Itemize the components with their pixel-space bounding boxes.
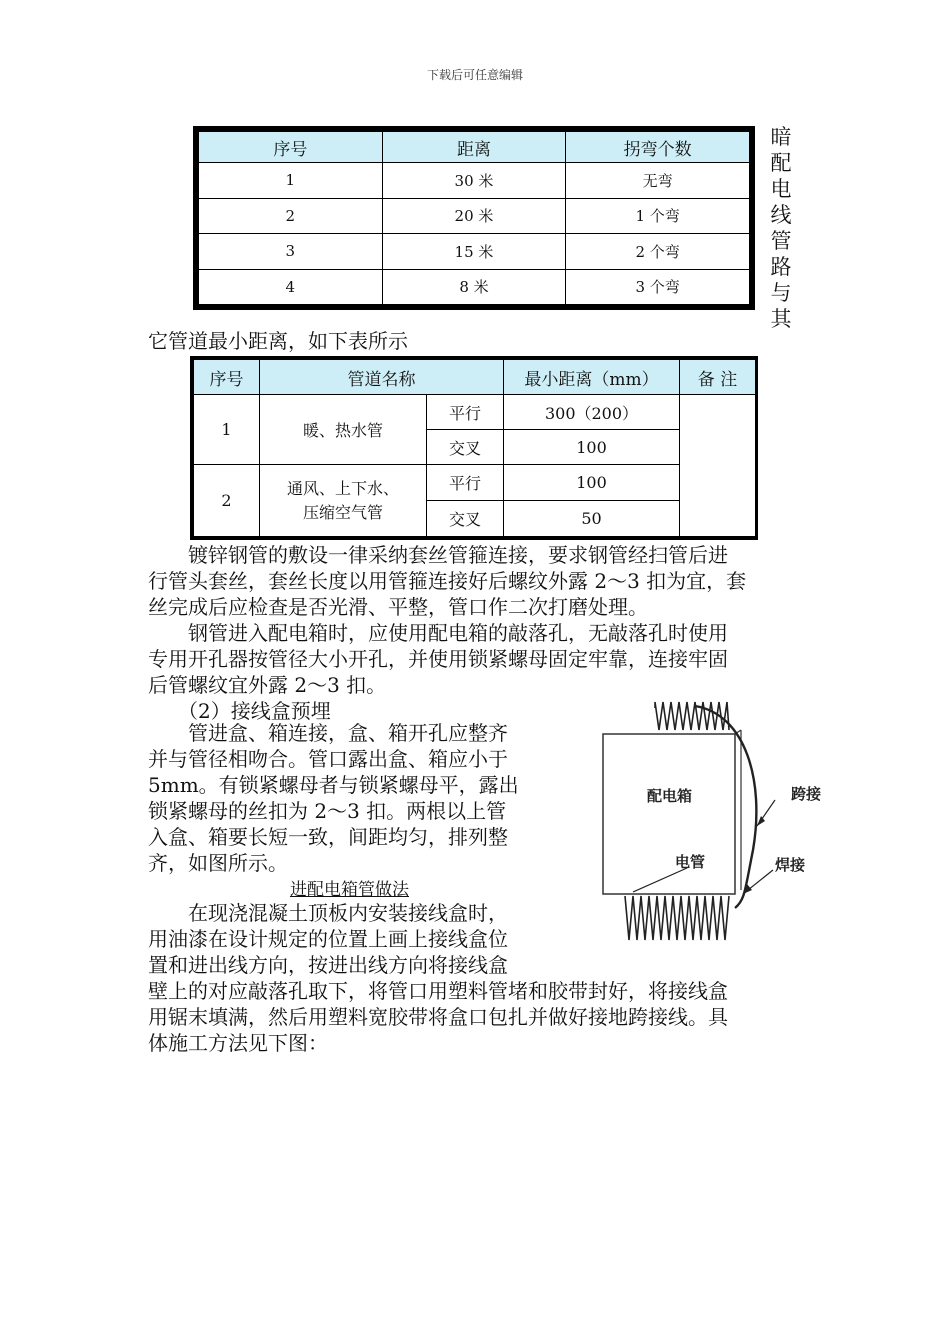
label-conduit: 电管 [675, 853, 706, 871]
remarks-cell [680, 395, 756, 537]
table2-header: 备 注 [680, 360, 756, 395]
table1-header: 序号 [199, 132, 383, 163]
table-cell: 1 [194, 395, 260, 465]
text-line: 管进盒、箱连接，盒、箱开孔应整齐 [148, 721, 508, 745]
text-line: 体施工方法见下图： [148, 1031, 328, 1055]
table-cell: 1 [199, 163, 383, 199]
label-jumper: 跨接 [791, 785, 822, 803]
text-line: 锁紧螺母的丝扣为 2～3 扣。两根以上管 [148, 799, 507, 823]
table-row [199, 234, 750, 270]
text-line: 专用开孔器按管径大小开孔，并使用锁紧螺母固定牢靠，连接牢固 [148, 647, 728, 671]
figure-caption: 进配电箱管做法 [290, 880, 409, 900]
table-cell: 2 [199, 198, 383, 234]
table2-header: 序号 [194, 360, 260, 395]
table-row [199, 198, 750, 234]
table-cell: 交叉 [427, 430, 504, 465]
text-line: 在现浇混凝土顶板内安装接线盒时， [148, 901, 508, 925]
table-cell: 8 米 [382, 269, 566, 305]
text-line: 用锯末填满，然后用塑料宽胶带将盒口包扎并做好接地跨接线。具 [148, 1005, 728, 1029]
text-line: 镀锌钢管的敷设一律采纳套丝管箍连接，要求钢管经扫管后进 [148, 543, 728, 567]
table-row [194, 395, 756, 430]
distribution-box [603, 734, 735, 894]
distribution-box-diagram [595, 700, 835, 950]
table-cell: 50 [504, 501, 680, 537]
pipe-name-line: 通风、上下水、 [286, 478, 399, 498]
conduit-bend-table [193, 126, 755, 310]
pipe-name-line: 压缩空气管 [302, 502, 383, 522]
table-cell: 4 [199, 269, 383, 305]
label-distribution-box: 配电箱 [647, 787, 693, 805]
table-cell: 100 [504, 430, 680, 465]
table-cell: 1 个弯 [566, 198, 750, 234]
table2-header: 最小距离（mm） [504, 360, 680, 395]
table-cell: 2 个弯 [566, 234, 750, 270]
text-line: 并与管径相吻合。管口露出盒、箱应小于 [148, 747, 508, 771]
text-line: 齐，如图所示。 [148, 851, 288, 875]
header-note: 下载后可任意编辑 [426, 68, 523, 82]
table-cell: 暖、热水管 [260, 395, 427, 465]
table-cell: 2 [194, 465, 260, 537]
text-line: 入盒、箱要长短一致，间距均匀，排列整 [148, 825, 508, 849]
table-cell: 平行 [427, 395, 504, 430]
table1-header: 拐弯个数 [566, 132, 750, 163]
text-line: 钢管进入配电箱时，应使用配电箱的敲落孔，无敲落孔时使用 [148, 621, 728, 645]
text-line: 后管螺纹宜外露 2～3 扣。 [148, 673, 387, 697]
table-cell: 平行 [427, 465, 504, 501]
table-cell: 100 [504, 465, 680, 501]
text-line: 壁上的对应敲落孔取下，将管口用塑料管堵和胶带封好，将接线盒 [148, 979, 728, 1003]
table-cell: 20 米 [382, 198, 566, 234]
text-line: 行管头套丝，套丝长度以用管箍连接好后螺纹外露 2～3 扣为宜，套 [148, 569, 747, 593]
table2-header: 管道名称 [260, 360, 504, 395]
text-line: 丝完成后应检查是否光滑、平整，管口作二次打磨处理。 [148, 595, 648, 619]
table-cell: 15 米 [382, 234, 566, 270]
table-cell: 交叉 [427, 501, 504, 537]
intro-line: 它管道最小距离，如下表所示 [148, 329, 408, 353]
table-cell: 300（200） [504, 395, 680, 430]
vertical-side-text: 暗配电线管路与其 [770, 125, 792, 331]
section-heading: （2）接线盒预埋 [148, 699, 331, 723]
table-cell: 3 [199, 234, 383, 270]
bottom-conduits [625, 896, 729, 940]
text-line: 置和进出线方向，按进出线方向将接线盒 [148, 953, 508, 977]
text-line: 5mm。有锁紧螺母者与锁紧螺母平，露出 [148, 773, 519, 797]
paragraph-junction-box [148, 720, 519, 876]
table-cell: 无弯 [566, 163, 750, 199]
table-cell: 3 个弯 [566, 269, 750, 305]
table-row [199, 269, 750, 305]
pipe-distance-table [190, 356, 758, 540]
table-row [199, 163, 750, 199]
paragraph-galvanized-pipe [148, 542, 746, 620]
table-row [194, 465, 756, 501]
paragraph-box-entry [148, 620, 728, 698]
table1-header: 距离 [382, 132, 566, 163]
label-weld: 焊接 [775, 856, 806, 874]
text-line: 用油漆在设计规定的位置上画上接线盒位 [148, 927, 508, 951]
table-cell: 30 米 [382, 163, 566, 199]
table-cell [260, 465, 427, 537]
